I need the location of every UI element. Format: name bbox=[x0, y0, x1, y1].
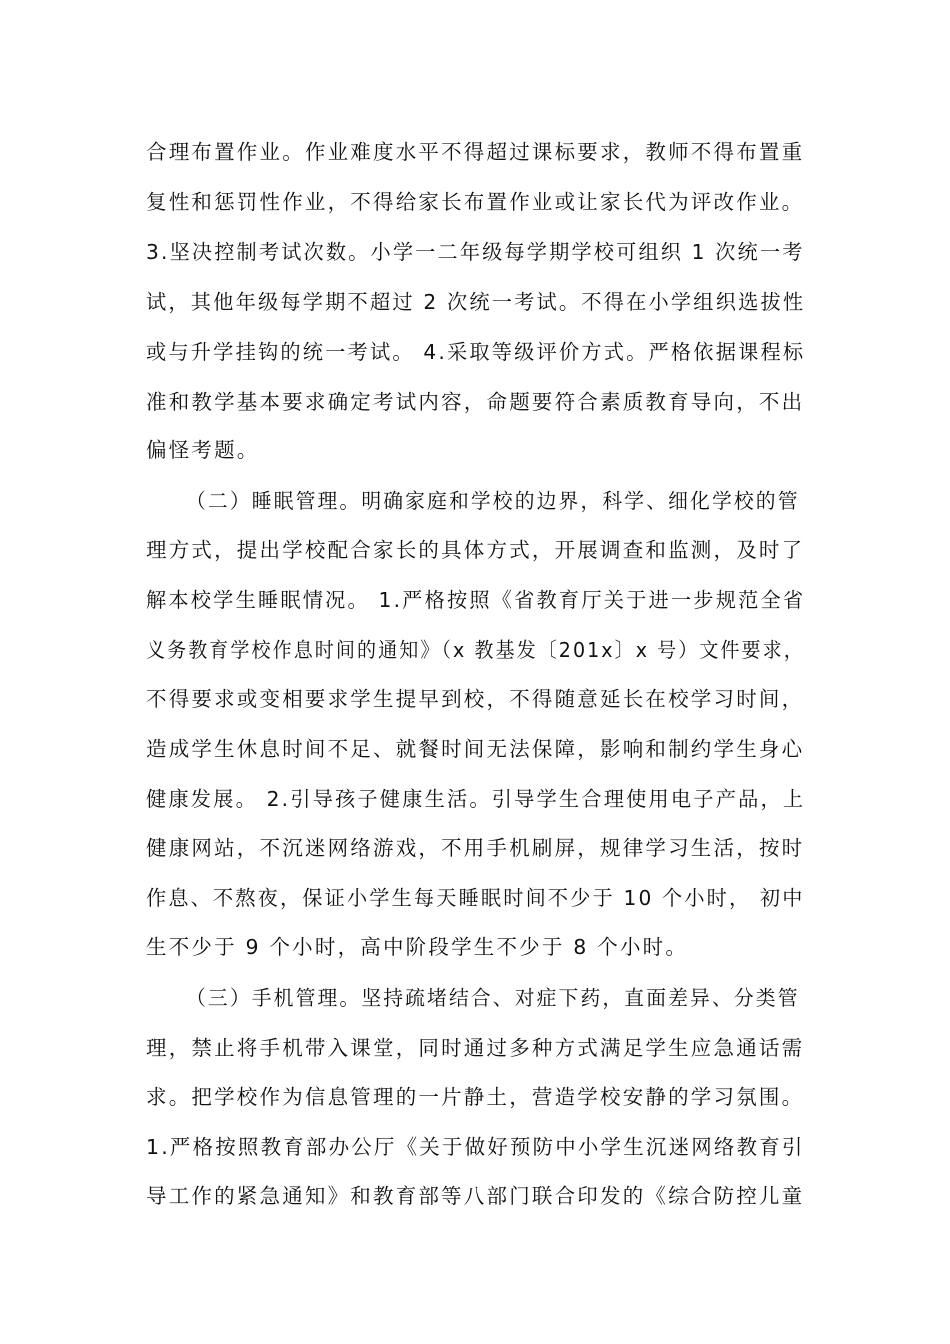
text-line: 健康网站，不沉迷网络游戏，不用手机刷屏，规律学习生活，按时 bbox=[146, 836, 805, 860]
text-line: 或与升学挂钩的统一考试。 4.采取等级评价方式。严格依据课程标 bbox=[146, 340, 806, 364]
text-line: 作息、不熬夜，保证小学生每天睡眠时间不少于 10 个小时， 初中 bbox=[146, 886, 805, 910]
text-line: 健康发展。 2.引导孩子健康生活。引导学生合理使用电子产品，上 bbox=[146, 787, 806, 811]
text-line: 不得要求或变相要求学生提早到校，不得随意延长在校学习时间， bbox=[146, 687, 805, 711]
text-line: 理方式，提出学校配合家长的具体方式，开展调查和监测，及时了 bbox=[146, 538, 805, 562]
text-line: 理，禁止将手机带入课堂，同时通过多种方式满足学生应急通话需 bbox=[146, 1036, 805, 1060]
text-line: 解本校学生睡眠情况。 1.严格按照《省教育厅关于进一步规范全省 bbox=[146, 588, 806, 612]
text-line: 导工作的紧急通知》和教育部等八部门联合印发的《综合防控儿童 bbox=[146, 1184, 805, 1208]
section-heading-line: （三）手机管理。坚持疏堵结合、对症下药，直面差异、分类管 bbox=[186, 986, 800, 1010]
text-line: 偏怪考题。 bbox=[146, 438, 260, 462]
text-line: 准和教学基本要求确定考试内容，命题要符合素质教育导向，不出 bbox=[146, 390, 805, 414]
text-line: 求。把学校作为信息管理的一片静土，营造学校安静的学习氛围。 bbox=[146, 1085, 805, 1109]
text-line: 1.严格按照教育部办公厅《关于做好预防中小学生沉迷网络教育引 bbox=[146, 1135, 805, 1159]
text-line: 试，其他年级每学期不超过 2 次统一考试。不得在小学组织选拔性 bbox=[146, 290, 806, 314]
text-line: 复性和惩罚性作业，不得给家长布置作业或让家长代为评改作业。 bbox=[146, 190, 805, 214]
section-heading-line: （二）睡眠管理。明确家庭和学校的边界，科学、细化学校的管 bbox=[186, 489, 800, 513]
text-line: 生不少于 9 个小时，高中阶段学生不少于 8 个小时。 bbox=[146, 935, 689, 959]
text-line: 3.坚决控制考试次数。小学一二年级每学期学校可组织 1 次统一考 bbox=[146, 240, 805, 264]
text-line: 造成学生休息时间不足、就餐时间无法保障，影响和制约学生身心 bbox=[146, 737, 805, 761]
text-line: 合理布置作业。作业难度水平不得超过课标要求，教师不得布置重 bbox=[146, 140, 805, 164]
text-line: 义务教育学校作息时间的通知》（x 教基发〔201x〕x 号）文件要求， bbox=[146, 638, 805, 662]
